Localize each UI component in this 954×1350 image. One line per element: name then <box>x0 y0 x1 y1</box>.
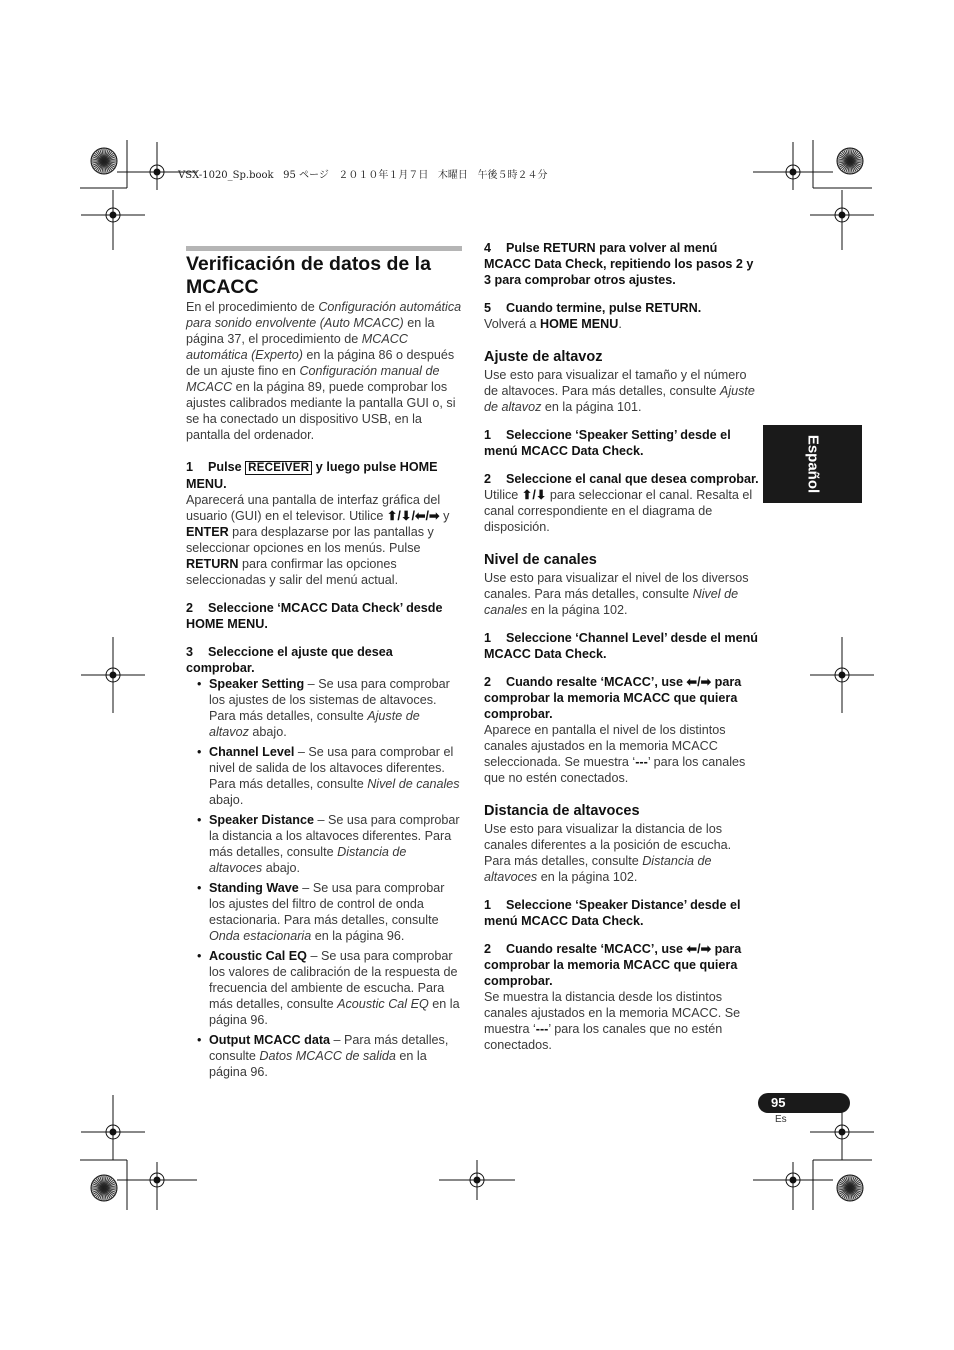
page-language-code: Es <box>775 1114 787 1125</box>
nivel-paragraph: Use esto para visualizar el nivel de los diversos canales. Para más detalles, consulte Nivel de canales en la página 102. <box>484 571 749 617</box>
ajuste-step-1: 1 Seleccione ‘Speaker Setting’ desde el menú MCACC Data Check. <box>484 428 731 458</box>
intro-paragraph: En el procedimiento de Configuración automática para sonido envolvente (Auto MCACC) en la página 37, el procedimiento de MCACC automática (Experto) en la página 86 o después de un ajuste fino en Configuración manual de MCACC en la página 89, puede comprobar los ajustes calibrados mediante la pantalla GUI o, si se ha conectado un dispositivo USB, en la pantalla del ordenador. <box>186 300 462 442</box>
step-5-heading: 5 Cuando termine, pulse RETURN. <box>484 301 702 315</box>
step-3-heading: 3 Seleccione el ajuste que desea comprobar. <box>186 645 393 675</box>
nivel-heading: Nivel de canales <box>484 552 597 568</box>
list-item: • Standing Wave – Se usa para comprobar los ajustes del filtro de control de onda estacionaria. Para más detalles, consulte Onda estacionaria en la página 96. <box>209 880 462 944</box>
list-item: • Speaker Setting – Se usa para comprobar los ajustes de los sistemas de altavoces. Para más detalles, consulte Ajuste de altavoz abajo. <box>209 676 462 740</box>
ajuste-step-2-body: Utilice ⬆/⬇ para seleccionar el canal. Resalta el canal correspondiente en el diagrama de disposición. <box>484 488 753 534</box>
page-number-badge: 95 <box>758 1093 850 1113</box>
ajuste-step-2: 2 Seleccione el canal que desea comprobar. <box>484 472 759 486</box>
nivel-step-1: 1 Seleccione ‘Channel Level’ desde el menú MCACC Data Check. <box>484 631 758 661</box>
language-side-tab: Español <box>763 425 862 503</box>
settings-bullet-list <box>186 676 462 1080</box>
step-1-body: Aparecerá una pantalla de interfaz gráfica del usuario (GUI) en el televisor. Utilice ⬆/⬇/⬅/➡ y ENTER para desplazarse por las pantallas y seleccionar opciones en los menús. Pulse RETURN para confirmar las opciones seleccionadas y salir del menú actual. <box>186 493 450 587</box>
section-title: Verificación de datos de la MCACC <box>186 253 431 298</box>
registration-starburst <box>91 148 117 174</box>
registration-starburst <box>837 1175 863 1201</box>
distancia-step-2: 2 Cuando resalte ‘MCACC’, use ⬅/➡ para comprobar la memoria MCACC que quiera comprobar. <box>484 942 742 988</box>
registration-starburst <box>837 148 863 174</box>
right-column <box>484 240 760 1053</box>
distancia-step-1: 1 Seleccione ‘Speaker Distance’ desde el menú MCACC Data Check. <box>484 898 741 928</box>
step-1-heading: 1 Pulse RECEIVER y luego pulse HOME MENU. <box>186 460 438 491</box>
ajuste-paragraph: Use esto para visualizar el tamaño y el número de altavoces. Para más detalles, consulte Ajuste de altavoz en la página 101. <box>484 368 755 414</box>
left-column <box>186 246 462 1084</box>
list-item: • Acoustic Cal EQ – Se usa para comprobar los valores de calibración de la respuesta de frecuencia del ambiente de escucha. Para más detalles, consulte Acoustic Cal EQ en la página 96. <box>209 948 462 1028</box>
distancia-heading: Distancia de altavoces <box>484 803 640 819</box>
step-2-heading: 2 Seleccione ‘MCACC Data Check’ desde HOME MENU. <box>186 601 443 631</box>
registration-starburst <box>91 1175 117 1201</box>
list-item: • Channel Level – Se usa para comprobar el nivel de salida de los altavoces diferentes. Para más detalles, consulte Nivel de canales abajo. <box>209 744 462 808</box>
receiver-key-label: RECEIVER <box>245 461 312 475</box>
list-item: • Output MCACC data – Para más detalles, consulte Datos MCACC de salida en la página 96. <box>209 1032 462 1080</box>
book-header-line: VSX-1020_Sp.book 95 ページ ２０１０年１月７日 木曜日 午後５時２４分 <box>178 170 548 181</box>
list-item: • Speaker Distance – Se usa para comprobar la distancia a los altavoces diferentes. Para más detalles, consulte Distancia de altavoces abajo. <box>209 812 462 876</box>
title-rule <box>186 246 462 251</box>
step-4-heading: 4 Pulse RETURN para volver al menú MCACC Data Check, repitiendo los pasos 2 y 3 para comprobar otros ajustes. <box>484 241 754 287</box>
ajuste-heading: Ajuste de altavoz <box>484 349 603 365</box>
distancia-step-2-body: Se muestra la distancia desde los distintos canales ajustados en la memoria MCACC. Se muestra ‘---’ para los canales que no estén conectados. <box>484 990 741 1052</box>
nivel-step-2: 2 Cuando resalte ‘MCACC’, use ⬅/➡ para comprobar la memoria MCACC que quiera comprobar. <box>484 675 742 721</box>
nivel-step-2-body: Aparece en pantalla el nivel de los distintos canales ajustados en la memoria MCACC seleccionada. Se muestra ‘---’ para los canales que no estén conectados. <box>484 723 746 785</box>
step-5-body: Volverá a HOME MENU. <box>484 317 622 331</box>
distancia-paragraph: Use esto para visualizar la distancia de los canales diferentes a la posición de escucha. Para más detalles, consulte Distancia de altavoces en la página 102. <box>484 822 732 884</box>
